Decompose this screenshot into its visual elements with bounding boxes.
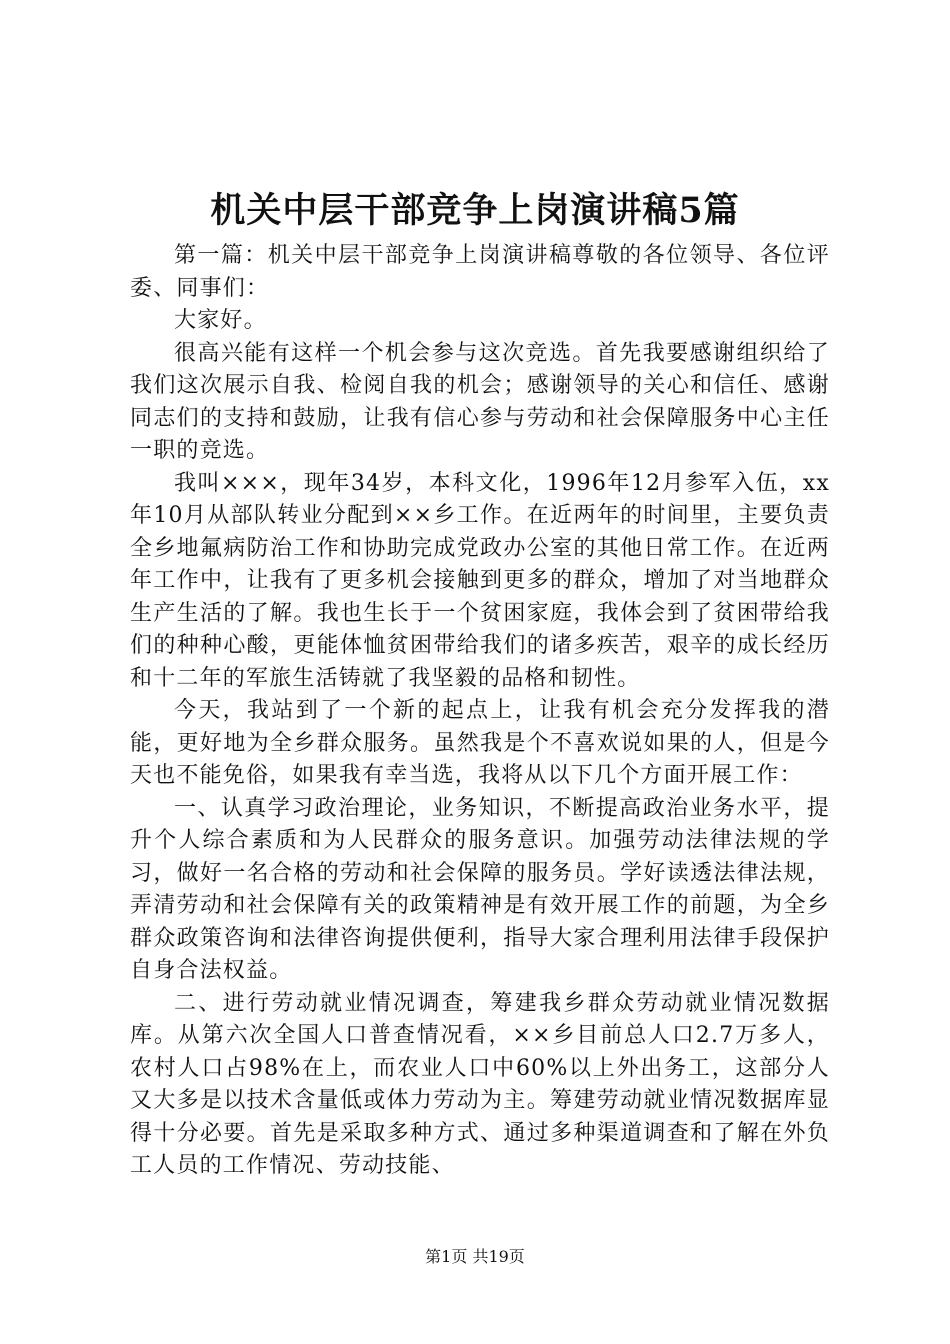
paragraph: 今天，我站到了一个新的起点上，让我有机会充分发挥我的潜能，更好地为全乡群众服务。虽然我是个不喜欢说如果的人，但是今天也不能免俗，如果我有幸当选，我将从以下几个方面开展工作： (130, 698, 830, 788)
paragraph: 很高兴能有这样一个机会参与这次竞选。首先我要感谢组织给了我们这次展示自我、检阅自我的机会；感谢领导的关心和信任、感谢同志们的支持和鼓励，让我有信心参与劳动和社会保障服务中心主任一职的竞选。 (130, 340, 830, 463)
paragraph: 第一篇：机关中层干部竞争上岗演讲稿尊敬的各位领导、各位评委、同事们： (130, 243, 830, 301)
paragraph: 大家好。 (174, 308, 267, 333)
document-body (130, 240, 830, 1183)
page-footer: 第1页 共19页 (425, 1247, 525, 1266)
page-title: 机关中层干部竞争上岗演讲稿5篇 (210, 190, 740, 231)
paragraph: 我叫×××，现年34岁，本科文化，1996年12月参军入伍，xx年10月从部队转业分配到××乡工作。在近两年的时间里，主要负责全乡地氟病防治工作和协助完成党政办公室的其他日常工作。在近两年工作中，让我有了更多机会接触到更多的群众，增加了对当地群众生产生活的了解。我也生长于一个贫困家庭，我体会到了贫困带给我们的种种心酸，更能体恤贫困带给我们的诸多疾苦，艰辛的成长经历和十二年的军旅生活铸就了我坚毅的品格和韧性。 (130, 470, 830, 691)
paragraph: 一、认真学习政治理论，业务知识，不断提高政治业务水平，提升个人综合素质和为人民群众的服务意识。加强劳动法律法规的学习，做好一名合格的劳动和社会保障的服务员。学好读透法律法规，弄清劳动和社会保障有关的政策精神是有效开展工作的前题，为全乡群众政策咨询和法律咨询提供便利，指导大家合理利用法律手段保护自身合法权益。 (130, 795, 830, 983)
paragraph: 二、进行劳动就业情况调查，筹建我乡群众劳动就业情况数据库。从第六次全国人口普查情况看，××乡目前总人口2.7万多人，农村人口占98%在上，而农业人口中60%以上外出务工，这部分人又大多是以技术含量低或体力劳动为主。筹建劳动就业情况数据库显得十分必要。首先是采取多种方式、通过多种渠道调查和了解在外负工人员的工作情况、劳动技能、 (130, 990, 830, 1178)
